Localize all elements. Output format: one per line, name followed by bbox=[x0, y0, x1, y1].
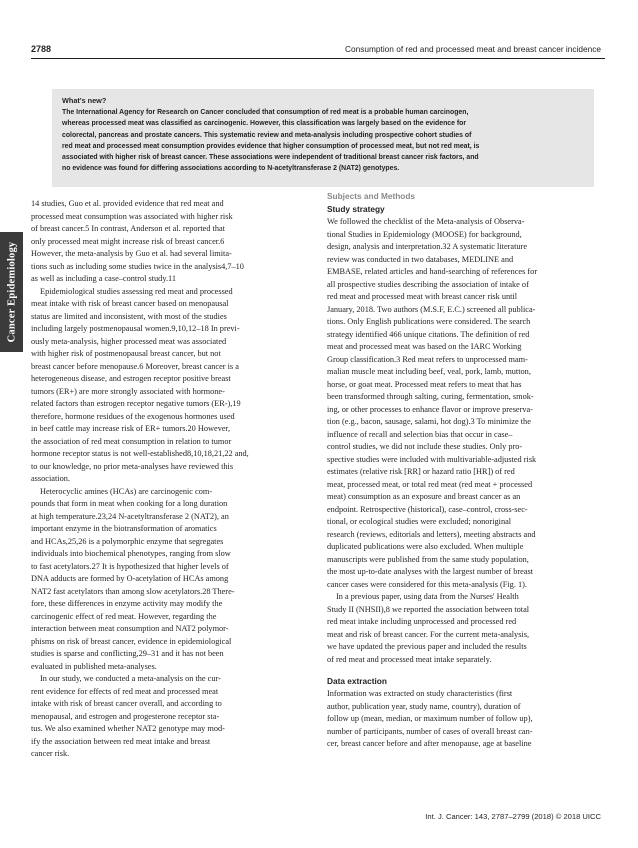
text-line: spective studies were included with multivariable-adjusted risk bbox=[327, 454, 537, 464]
text-line: been transformed through salting, curing, fermentation, smok- bbox=[327, 392, 534, 401]
text-line: carcinogenic effect of red meat. However, regarding the bbox=[31, 611, 217, 621]
left-column bbox=[31, 198, 317, 761]
text-line: related factors than estrogen receptor negative tumors (ER-),19 bbox=[31, 399, 241, 408]
text-line: in beef cattle may increase risk of ER+ tumors.20 However, bbox=[31, 424, 231, 433]
text-line: 14 studies, Guo et al. provided evidence that red meat and bbox=[31, 199, 224, 208]
paragraph bbox=[31, 286, 317, 486]
text-line: fore, these differences in enzyme activity may modify the bbox=[31, 599, 223, 608]
text-line: cancer risk. bbox=[31, 749, 70, 758]
text-line: control studies, we did not include these studies. Only pro- bbox=[327, 442, 523, 451]
text-line: ing, or other processes to enhance flavor or improve preserva- bbox=[327, 404, 533, 414]
text-line: of breast cancer.5 In contrast, Anderson et al. reported that bbox=[31, 224, 225, 233]
side-tab-label: Cancer Epidemiology bbox=[6, 241, 18, 343]
text-line: manuscripts were published from the same study population, bbox=[327, 554, 529, 564]
text-line: pounds that form in meat when cooking for a long duration bbox=[31, 499, 228, 508]
text-line: hormone receptor status is not well-established8,10,18,21,22 and, bbox=[31, 449, 249, 458]
whats-new-line: red meat and processed meat consumption provides evidence that higher consumption of processed meat, but not red meat, is bbox=[62, 142, 480, 150]
text-line: ify the association between red meat intake and breast bbox=[31, 736, 211, 746]
text-line: meat and processed meat was based on the IARC Working bbox=[327, 342, 522, 351]
text-line: to our knowledge, no prior meta-analyses have reviewed this bbox=[31, 461, 234, 471]
text-line: tumors (ER+) are more strongly associated with hormone- bbox=[31, 386, 225, 396]
text-line: tional, or ecological studies were excluded; nonoriginal bbox=[327, 517, 512, 526]
text-line: of red meat and processed meat intake separately. bbox=[327, 654, 492, 664]
text-line: endpoint. Retrospective (historical), case–control, cross-sec- bbox=[327, 504, 528, 514]
text-line: author, publication year, study name, country), duration of bbox=[327, 701, 521, 711]
running-title: Consumption of red and processed meat and breast cancer incidence bbox=[345, 44, 601, 54]
text-line: tions. Only English publications were considered. The search bbox=[327, 317, 531, 326]
whats-new-line: whereas processed meat was classified as carcinogenic. However, this classification was largely based on the evidence for bbox=[62, 120, 467, 128]
text-line: ously meta-analysis, higher processed meat was associated bbox=[31, 336, 227, 346]
text-line: including largely postmenopausal women.9,10,12–18 In previ- bbox=[31, 324, 240, 333]
text-line: only processed meat might increase risk of breast cancer.6 bbox=[31, 236, 225, 246]
text-line: phisms on risk of breast cancer, evidence in epidemiological bbox=[31, 636, 232, 646]
paragraph bbox=[31, 673, 317, 761]
text-line: evaluated in published meta-analyses. bbox=[31, 661, 157, 671]
footer-citation: Int. J. Cancer: 143, 2787–2799 (2018) © 2018 UICC bbox=[425, 812, 601, 821]
text-line: number of participants, number of cases of overall breast can- bbox=[327, 726, 533, 736]
text-line: meat) consumption as an exposure and breast cancer as an bbox=[327, 492, 521, 501]
paragraph bbox=[31, 198, 317, 286]
subsection-spacer bbox=[327, 666, 605, 675]
subsection-title: Study strategy bbox=[327, 204, 385, 214]
text-line: design, analysis and interpretation.32 A systematic literature bbox=[327, 242, 527, 251]
text-line: duplicated publications were also excluded. When multiple bbox=[327, 542, 524, 551]
text-line: as well as including a case–control study.11 bbox=[31, 274, 177, 283]
text-line: therefore, hormone residues of the exogenous hormones used bbox=[31, 411, 235, 421]
text-line: and HCAs,25,26 is a polymorphic enzyme that segregates bbox=[31, 536, 224, 546]
text-line: EMBASE, related articles and hand-searching of references for bbox=[327, 267, 538, 276]
text-line: Epidemiological studies assessing red meat and processed bbox=[40, 286, 233, 296]
text-line: interaction between meat consumption and NAT2 polymor- bbox=[31, 624, 229, 633]
text-line: estimates (relative risk [RR] or hazard ratio [HR]) of red bbox=[327, 467, 515, 476]
text-line: review was conducted in two databases, MEDLINE and bbox=[327, 254, 514, 264]
text-line: breast cancer before menopause.6 Moreover, breast cancer is a bbox=[31, 361, 239, 371]
text-line: horse, or goat meat. Processed meat refers to meat that has bbox=[327, 379, 522, 389]
text-line: meat intake with risk of breast cancer based on menopausal bbox=[31, 299, 229, 308]
text-line: strategy identified 466 unique citations. The definition of red bbox=[327, 329, 530, 339]
text-line: However, the meta-analysis by Guo et al. had several limita- bbox=[31, 249, 232, 258]
text-line: menopausal, and estrogen and progesterone receptor sta- bbox=[31, 711, 220, 721]
text-line: In a previous paper, using data from the Nurses' Health bbox=[336, 592, 519, 601]
whats-new-line: no evidence was found for differing associations according to N-acetyltransferase 2 (NAT2) genotypes. bbox=[62, 165, 400, 173]
text-line: intake with risk of breast cancer overall, and according to bbox=[31, 699, 222, 708]
text-line: influence of recall and selection bias that occur in case– bbox=[327, 429, 513, 439]
text-line: meat, processed meat, or total red meat (red meat + processed bbox=[327, 479, 533, 489]
text-line: processed meat consumption was associated with higher risk bbox=[31, 211, 233, 221]
text-line: tus. We also examined whether NAT2 genotype may mod- bbox=[31, 724, 225, 733]
text-line: NAT2 fast acetylators than among slow acetylators.28 There- bbox=[31, 586, 235, 596]
text-line: tion (e.g., bacon, sausage, salami, hot dog).3 To minimize the bbox=[327, 417, 531, 426]
text-line: Heterocyclic amines (HCAs) are carcinogenic com- bbox=[40, 486, 213, 496]
whats-new-line: associated with higher risk of breast cancer. These associations were independent of traditional breast cancer risk factors, and bbox=[62, 154, 479, 162]
paragraph bbox=[327, 591, 605, 666]
page-number: 2788 bbox=[31, 44, 52, 54]
text-line: red meat intake including unprocessed and processed red bbox=[327, 617, 517, 626]
text-line: Group classification.3 Red meat refers to unprocessed mam- bbox=[327, 354, 528, 364]
text-line: follow up (mean, median, or maximum number of follow up), bbox=[327, 714, 533, 723]
text-line: cer, breast cancer before and after menopause, age at baseline bbox=[327, 739, 532, 748]
whats-new-body bbox=[62, 107, 584, 175]
text-line: In our study, we conducted a meta-analysis on the cur- bbox=[40, 674, 221, 683]
text-line: tional Studies in Epidemiology (MOOSE) for background, bbox=[327, 229, 522, 239]
whats-new-title: What's new? bbox=[62, 96, 107, 105]
text-line: malian muscle meat including beef, veal, pork, lamb, mutton, bbox=[327, 367, 531, 376]
text-line: with higher risk of postmenopausal breast cancer, but not bbox=[31, 349, 221, 358]
whats-new-line: colorectal, pancreas and prostate cancers. This systematic review and meta-analysis including prospective cohort studies of bbox=[62, 131, 472, 139]
paragraph bbox=[31, 486, 317, 674]
text-line: all prospective studies describing the association of intake of bbox=[327, 279, 529, 289]
text-line: meat and risk of breast cancer. For the current meta-analysis, bbox=[327, 629, 530, 639]
text-line: tions such as including some studies twice in the analysis4,7–10 bbox=[31, 261, 244, 271]
text-line: Study II (NHSII),8 we reported the association between total bbox=[327, 604, 530, 614]
text-line: individuals into biochemical phenotypes, ranging from slow bbox=[31, 549, 231, 558]
text-line: association. bbox=[31, 474, 70, 483]
header-rule bbox=[31, 58, 605, 59]
text-line: the association of red meat consumption in relation to tumor bbox=[31, 436, 232, 446]
text-line: red meat and processed meat with breast cancer risk until bbox=[327, 292, 518, 301]
whats-new-line: The International Agency for Research on Cancer concluded that consumption of red meat is a probable human carcinogen, bbox=[62, 109, 469, 116]
text-line: cancer cases were considered for this meta-analysis (Fig. 1). bbox=[327, 579, 527, 589]
text-line: We followed the checklist of the Meta-analysis of Observa- bbox=[327, 217, 525, 226]
whats-new-box bbox=[52, 89, 594, 187]
text-line: heterogeneous disease, and estrogen receptor positive breast bbox=[31, 374, 231, 383]
text-line: to fast acetylators.27 It is hypothesized that higher levels of bbox=[31, 561, 229, 571]
text-line: rent evidence for effects of red meat and processed meat bbox=[31, 686, 219, 696]
text-line: status are limited and inconsistent, with most of the studies bbox=[31, 311, 227, 321]
text-line: DNA adducts are formed by O-acetylation of HCAs among bbox=[31, 574, 229, 583]
text-line: important enzyme in the biotransformation of aromatics bbox=[31, 524, 217, 533]
text-line: studies is sparse and conflicting,29–31 and it has not been bbox=[31, 649, 224, 658]
paragraph bbox=[327, 216, 605, 591]
section-title: Subjects and Methods bbox=[327, 191, 416, 201]
text-line: January, 2018. Two authors (M.S.F, E.C.) screened all publica- bbox=[327, 304, 536, 314]
text-line: the most up-to-date analyses with the largest number of breast bbox=[327, 567, 534, 576]
text-line: research (reviews, editorials and letters), meeting abstracts and bbox=[327, 529, 536, 539]
text-line: at high temperature.23,24 N-acetyltransferase 2 (NAT2), an bbox=[31, 511, 229, 521]
right-column bbox=[327, 190, 605, 751]
text-line: we have updated the previous paper and included the results bbox=[327, 642, 527, 651]
text-line: Information was extracted on study characteristics (first bbox=[327, 689, 513, 698]
paragraph bbox=[327, 688, 605, 751]
subsection-title: Data extraction bbox=[327, 676, 387, 686]
